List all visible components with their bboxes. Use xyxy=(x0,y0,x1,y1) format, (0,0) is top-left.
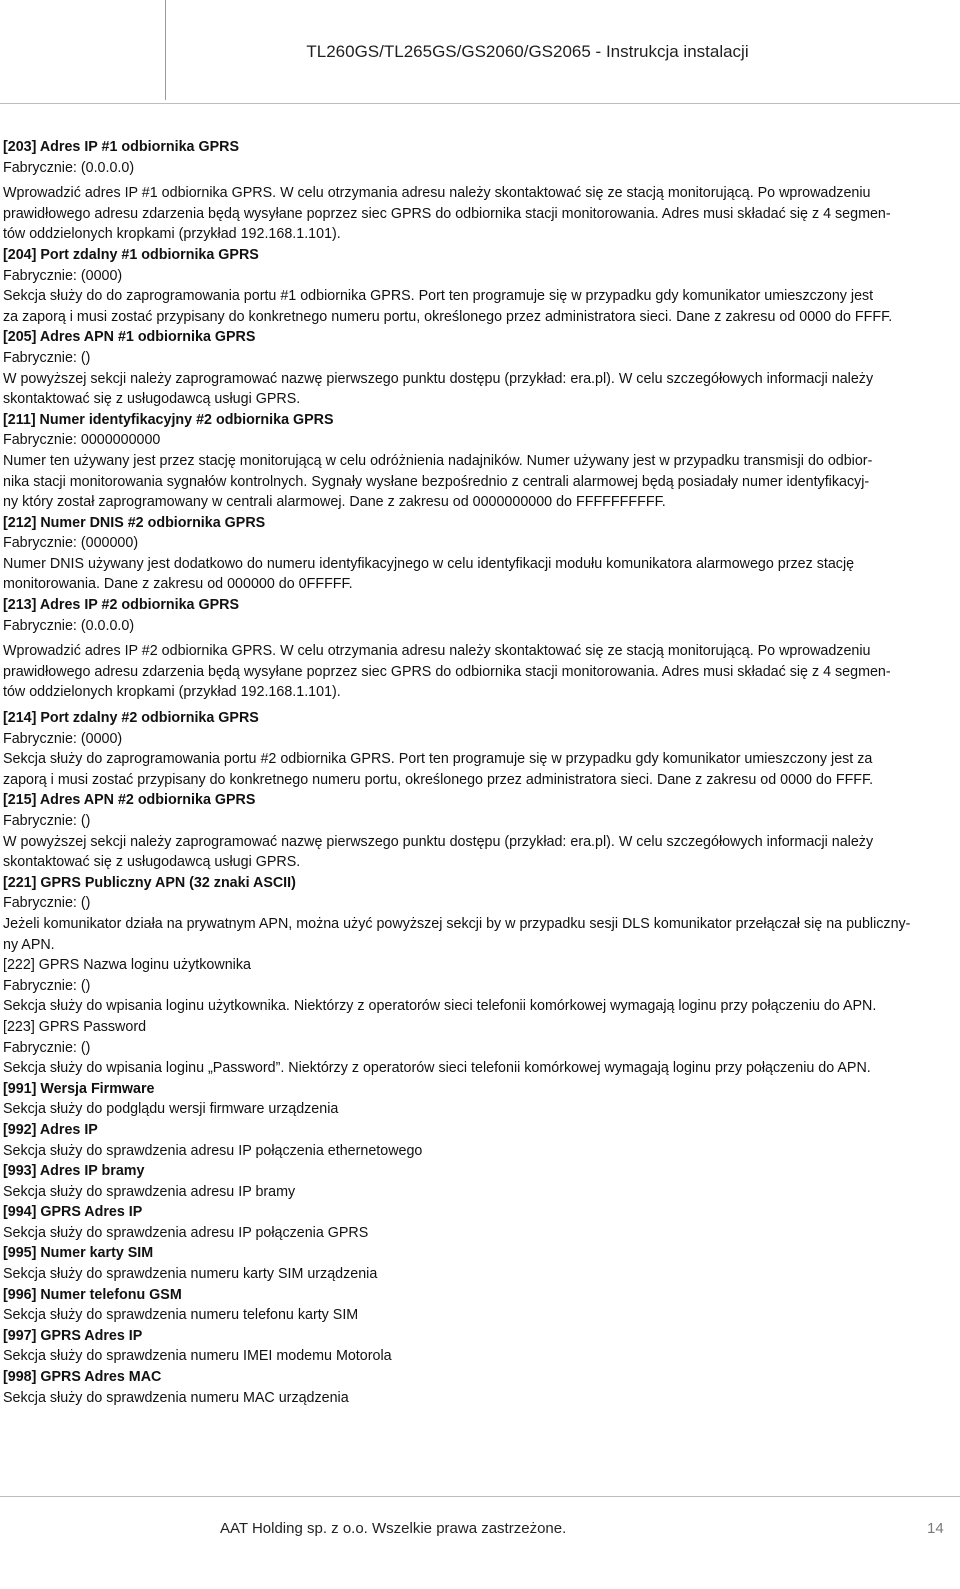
text-line: nika stacji monitorowania sygnałów kontrolnych. Sygnały wysłane bezpośrednio z centrali alarmowej będą posiadały numer identyfikacyj- xyxy=(3,473,870,490)
text-line: [222] GPRS Nazwa loginu użytkownika xyxy=(3,957,251,974)
footer-company: AAT Holding sp. z o.o. Wszelkie prawa zastrzeżone. xyxy=(220,1520,567,1537)
text-line: Fabrycznie: (0000) xyxy=(3,730,123,747)
section-heading: [995] Numer karty SIM xyxy=(3,1245,154,1262)
text-line: Sekcja służy do sprawdzenia adresu IP bramy xyxy=(3,1183,296,1200)
text-line: za zaporą i musi zostać przypisany do konkretnego numeru portu, określonego przez administratora sieci. Dane z zakresu od 0000 do FFFF. xyxy=(3,308,893,325)
text-line: Fabrycznie: () xyxy=(3,895,91,912)
text-line: Fabrycznie: (0.0.0.0) xyxy=(3,617,135,634)
text-line: Sekcja służy do sprawdzenia adresu IP połączenia GPRS xyxy=(3,1224,369,1241)
section-heading: [996] Numer telefonu GSM xyxy=(3,1286,182,1303)
section-heading: [993] Adres IP bramy xyxy=(3,1163,145,1180)
text-line: Fabrycznie: 0000000000 xyxy=(3,432,161,449)
text-line: Fabrycznie: (0.0.0.0) xyxy=(3,159,135,176)
text-line: Fabrycznie: (0000) xyxy=(3,267,123,284)
text-line: zaporą i musi zostać przypisany do konkretnego numeru portu, określonego przez administratora sieci. Dane z zakresu od 0000 do FFFF. xyxy=(3,771,874,788)
text-line: ny który został zaprogramowany w centrali alarmowej. Dane z zakresu od 0000000000 do FFFFFFFFFF. xyxy=(3,494,666,511)
header-rule xyxy=(0,103,960,104)
section-heading: [203] Adres IP #1 odbiornika GPRS xyxy=(3,139,239,155)
text-line: [223] GPRS Password xyxy=(3,1018,147,1035)
section-heading: [214] Port zdalny #2 odbiornika GPRS xyxy=(3,710,259,727)
text-line: Fabrycznie: () xyxy=(3,349,91,366)
text-line: Sekcja służy do zaprogramowania portu #2 odbiornika GPRS. Port ten programuje się w przypadku gdy komunikator umieszczony jest za xyxy=(3,751,873,768)
text-line: Numer DNIS używany jest dodatkowo do numeru identyfikacyjnego w celu identyfikacji modułu komunikatora alarmowego przez stację xyxy=(3,555,855,572)
section-heading: [215] Adres APN #2 odbiornika GPRS xyxy=(3,792,256,809)
text-line: Sekcja służy do wpisania loginu użytkownika. Niektórzy z operatorów sieci telefonii komórkowej wymagają loginu przy połączeniu do APN. xyxy=(3,998,877,1015)
text-line: prawidłowego adresu zdarzenia będą wysyłane poprzez siec GPRS do odbiornika stacji monitorowania. Adres musi składać się z 4 segmen- xyxy=(3,663,891,680)
text-line: prawidłowego adresu zdarzenia będą wysyłane poprzez siec GPRS do odbiornika stacji monitorowania. Adres musi składać się z 4 segmen- xyxy=(3,205,891,222)
text-line: Sekcja służy do sprawdzenia numeru karty SIM urządzenia xyxy=(3,1266,378,1283)
text-line: Jeżeli komunikator działa na prywatnym APN, można użyć powyższej sekcji by w przypadku sesji DLS komunikator przełączał się na publiczny- xyxy=(3,915,911,932)
text-line: Fabrycznie: (000000) xyxy=(3,535,139,552)
text-line: Sekcja służy do wpisania loginu „Password”. Niektórzy z operatorów sieci telefonii komórkowej wymagają loginu przy połączeniu do APN. xyxy=(3,1060,871,1077)
text-line: skontaktować się z usługodawcą usługi GPRS. xyxy=(3,391,301,408)
section-heading: [213] Adres IP #2 odbiornika GPRS xyxy=(3,597,239,614)
text-line: Sekcja służy do sprawdzenia numeru IMEI modemu Motorola xyxy=(3,1348,392,1365)
section-heading: [998] GPRS Adres MAC xyxy=(3,1369,162,1386)
text-line: Fabrycznie: () xyxy=(3,977,91,994)
section-heading: [991] Wersja Firmware xyxy=(3,1080,155,1097)
text-line: ny APN. xyxy=(3,936,55,953)
page-header-title: TL260GS/TL265GS/GS2060/GS2065 - Instrukcja instalacji xyxy=(306,42,749,61)
section-heading: [992] Adres IP xyxy=(3,1121,98,1138)
section-heading: [997] GPRS Adres IP xyxy=(3,1327,143,1344)
section-heading: [212] Numer DNIS #2 odbiornika GPRS xyxy=(3,514,266,531)
text-line: W powyższej sekcji należy zaprogramować nazwę pierwszego punktu dostępu (przykład: era.pl). W celu szczegółowych informacji należy xyxy=(3,833,874,850)
section-heading: [221] GPRS Publiczny APN (32 znaki ASCII) xyxy=(3,874,296,891)
text-line: Sekcja służy do sprawdzenia numeru telefonu karty SIM xyxy=(3,1307,359,1324)
text-line: Fabrycznie: () xyxy=(3,1039,91,1056)
section-heading: [994] GPRS Adres IP xyxy=(3,1204,143,1221)
text-line: Wprowadzić adres IP #2 odbiornika GPRS. W celu otrzymania adresu należy skontaktować się ze stacją monitorującą. Po wprowadzeniu xyxy=(3,643,871,660)
text-line: tów oddzielonych kropkami (przykład 192.168.1.101). xyxy=(3,226,341,243)
footer-rule xyxy=(0,1496,960,1497)
text-line: Sekcja służy do sprawdzenia adresu IP połączenia ethernetowego xyxy=(3,1142,423,1159)
document-body xyxy=(3,137,951,1408)
text-line: Wprowadzić adres IP #1 odbiornika GPRS. W celu otrzymania adresu należy skontaktować się ze stacją monitorującą. Po wprowadzeniu xyxy=(3,185,871,202)
section-heading: [205] Adres APN #1 odbiornika GPRS xyxy=(3,329,256,346)
text-line: skontaktować się z usługodawcą usługi GPRS. xyxy=(3,854,301,871)
text-line: W powyższej sekcji należy zaprogramować nazwę pierwszego punktu dostępu (przykład: era.pl). W celu szczegółowych informacji należy xyxy=(3,370,874,387)
section-heading: [211] Numer identyfikacyjny #2 odbiornika GPRS xyxy=(3,411,334,428)
page-number: 14 xyxy=(927,1520,944,1537)
section-heading: [204] Port zdalny #1 odbiornika GPRS xyxy=(3,246,259,263)
text-line: monitorowania. Dane z zakresu od 000000 do 0FFFFF. xyxy=(3,576,353,593)
text-line: Sekcja służy do sprawdzenia numeru MAC urządzenia xyxy=(3,1389,349,1406)
text-line: Sekcja służy do podglądu wersji firmware urządzenia xyxy=(3,1101,339,1118)
text-line: tów oddzielonych kropkami (przykład 192.168.1.101). xyxy=(3,684,341,701)
text-line: Sekcja służy do do zaprogramowania portu #1 odbiornika GPRS. Port ten programuje się w przypadku gdy komunikator umieszczony jest xyxy=(3,288,874,305)
text-line: Numer ten używany jest przez stację monitorującą w celu odróżnienia nadajników. Numer używany jest w przypadku transmisji do odbior- xyxy=(3,452,873,469)
text-line: Fabrycznie: () xyxy=(3,813,91,829)
